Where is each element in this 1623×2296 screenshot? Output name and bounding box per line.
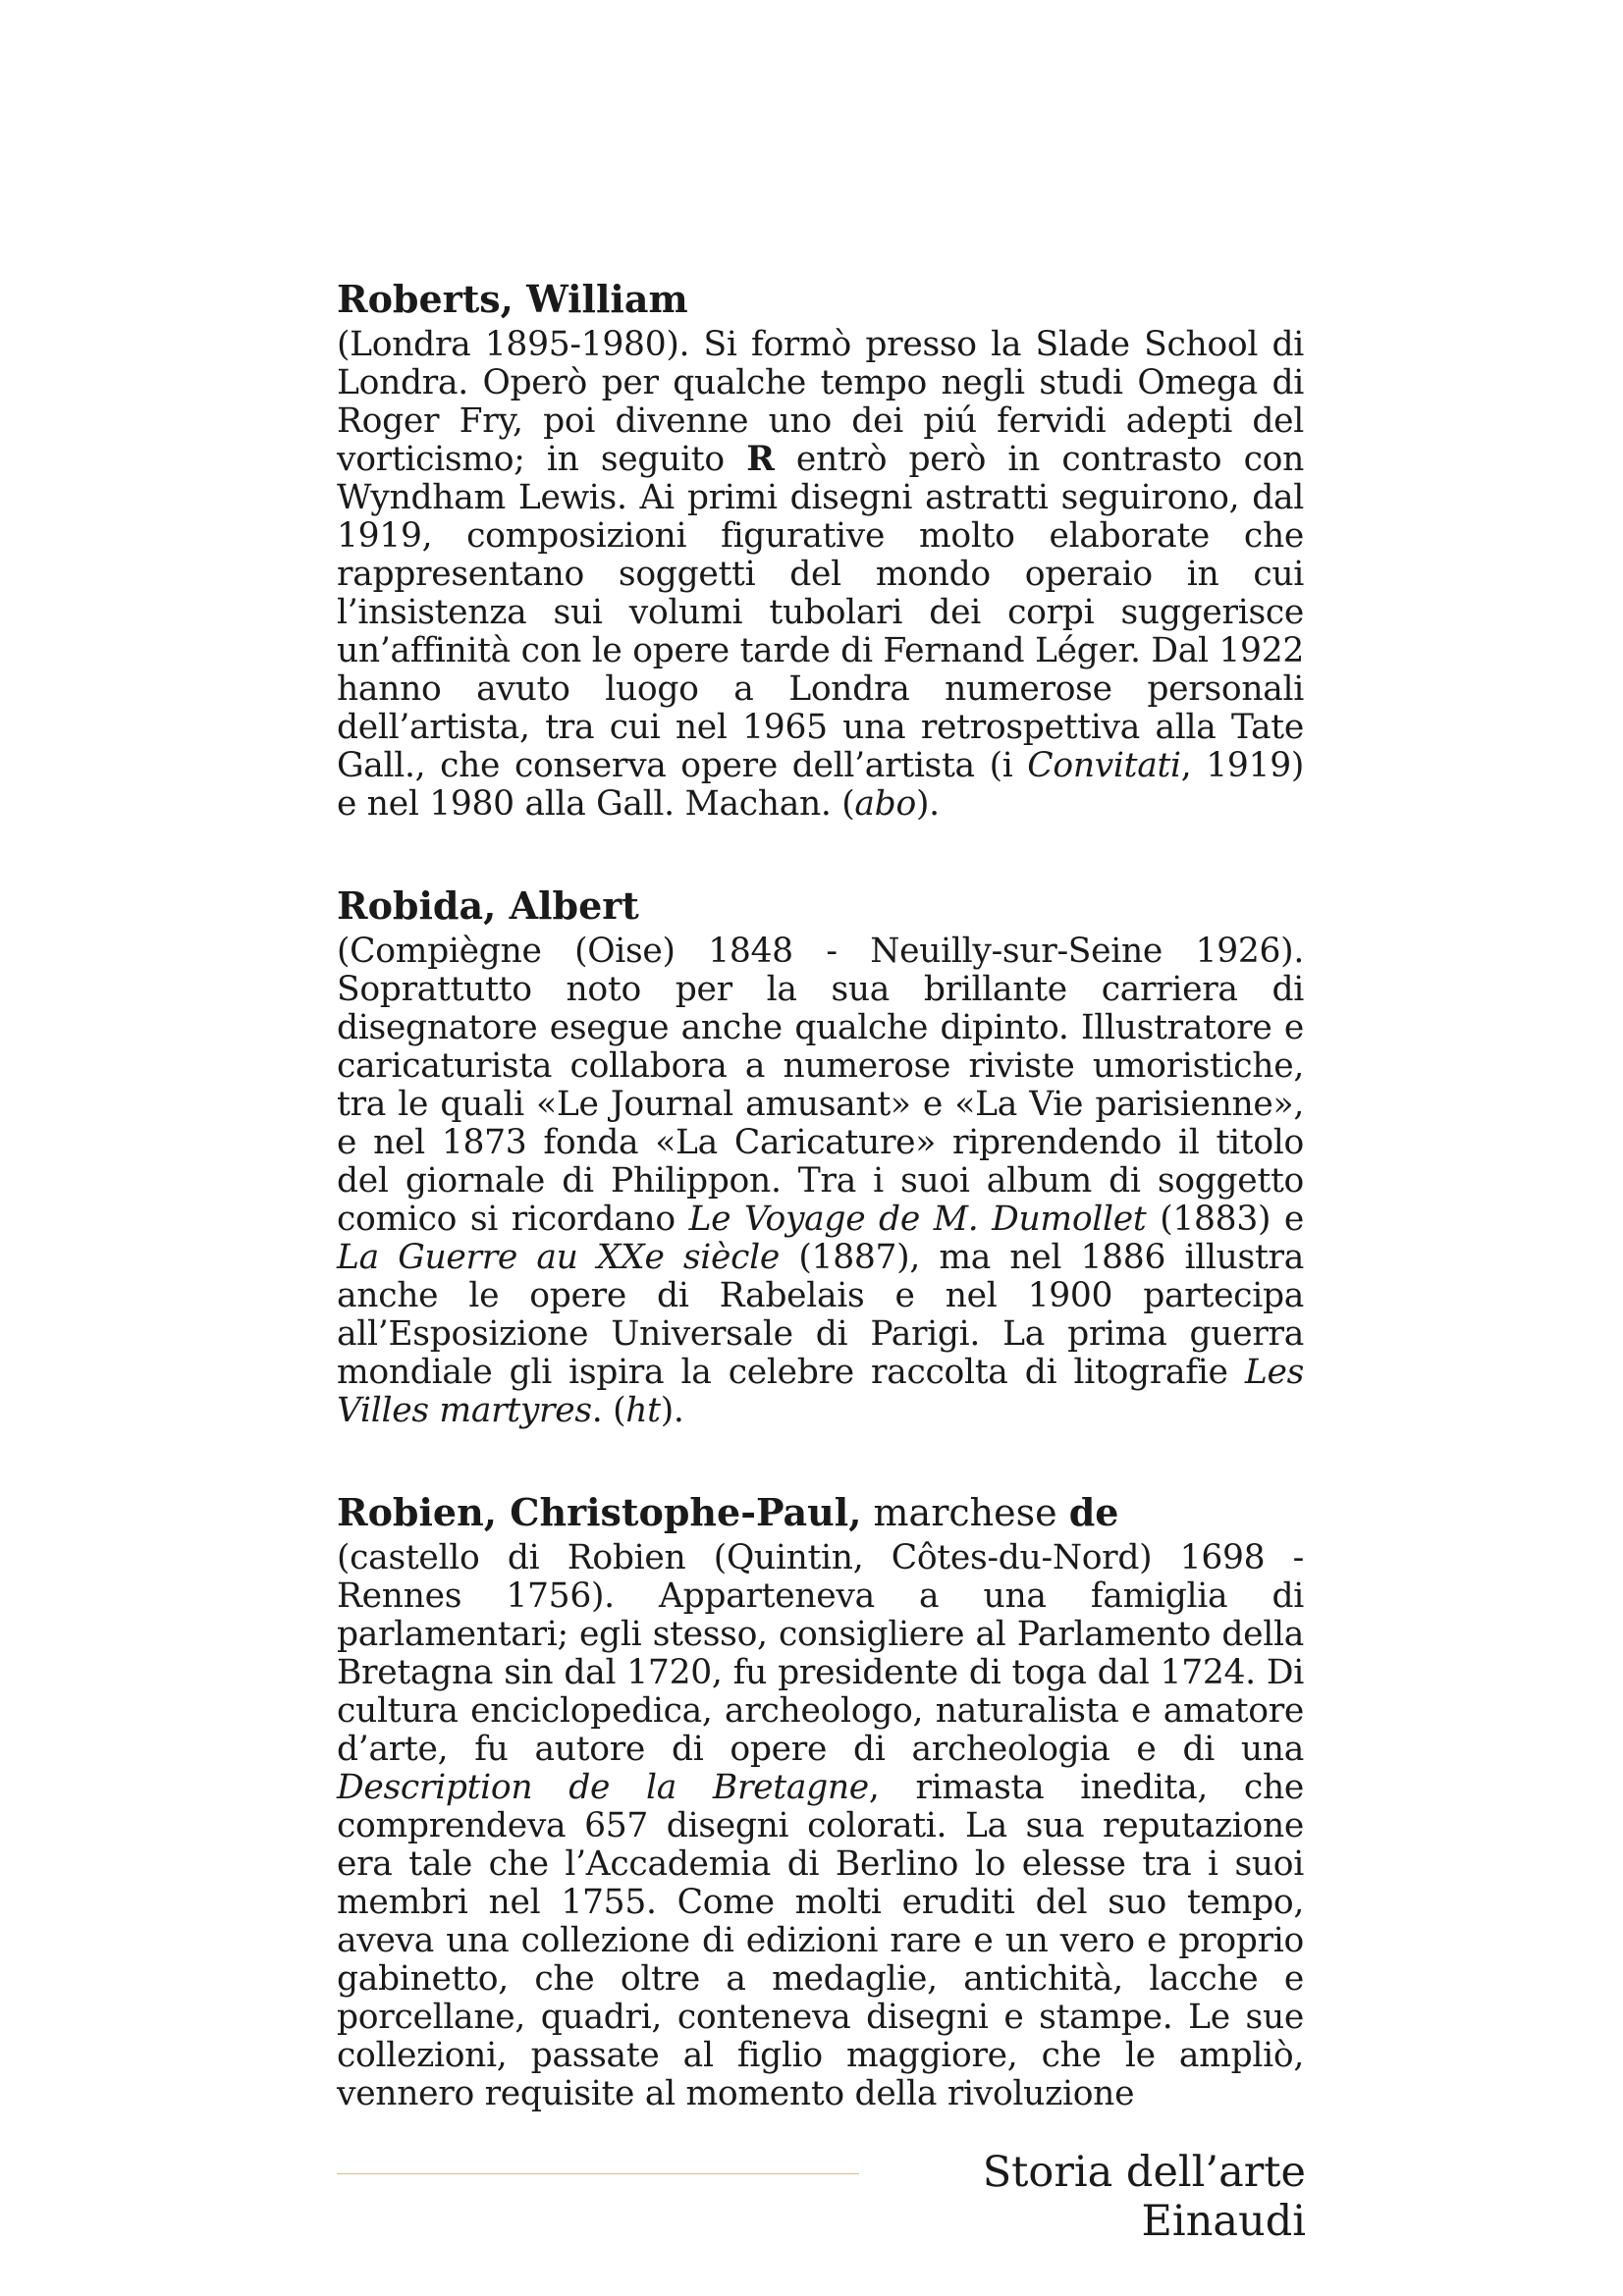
- bold-run: R: [746, 440, 775, 479]
- entry-body: [337, 1539, 1304, 2113]
- text-run: (Compiègne (Oise) 1848 - Neuilly-sur-Seine 1926). Soprattutto noto per la sua brillante carriera di disegnatore esegue anche qualche dipinto. Illustratore e caricaturista collabora a numerose riviste umoristiche, tra le quali «Le Journal amusant» e «La Vie parisienne», e nel 1873 fonda «La Caricature» riprendendo il titolo del giornale di Philippon. Tra i suoi album di soggetto comico si ricordano: [337, 932, 1304, 1239]
- text-run: (Londra 1895-1980). Si formò presso la Slade School di Londra. Operò per qualche tempo negli studi Omega di Roger Fry, poi divenne uno dei piú fervidi adepti del vorticismo; in seguito: [337, 325, 1304, 479]
- text-run: . (: [591, 1391, 626, 1430]
- entry-robien: [337, 1486, 1304, 2113]
- footer-publisher: Storia dell’arte Einaudi: [982, 2148, 1306, 2246]
- entry-body: [337, 326, 1304, 824]
- entry-name: Robien, Christophe-Paul,: [337, 1490, 862, 1534]
- italic-run: La Guerre au XXe siècle: [337, 1238, 781, 1277]
- text-run: ).: [660, 1391, 684, 1430]
- text-run: (castello di Robien (Quintin, Côtes-du-Nord) 1698 - Rennes 1756). Apparteneva a una famiglia di parlamentari; egli stesso, consigliere al Parlamento della Bretagna sin dal 1720, fu presidente di toga dal 1724. Di cultura enciclopedica, archeologo, naturalista e amatore d’arte, fu autore di opere di archeologia e di una: [337, 1538, 1304, 1769]
- italic-run: abo: [854, 784, 916, 824]
- entry-title-suffix: marchese: [861, 1491, 1069, 1534]
- italic-run: Description de la Bretagne: [337, 1768, 869, 1807]
- entry-name: Robida, Albert: [337, 883, 639, 928]
- entry-heading: [337, 1486, 1304, 1539]
- italic-run: ht: [625, 1391, 661, 1430]
- entry-name: Roberts, William: [337, 277, 688, 321]
- text-run: entrò però in contrasto con Wyndham Lewis. Ai primi disegni astratti seguirono, dal 1919, composizioni figurative molto elaborate che rappresentano soggetti del mondo operaio in cui l’insistenza sui volumi tubolari dei corpi suggerisce un’affinità con le opere tarde di Fernand Léger. Dal 1922 hanno avuto luogo a Londra numerose personali dell’artista, tra cui nel 1965 una retrospettiva alla Tate Gall., che conserva opere dell’artista (i: [337, 440, 1305, 785]
- dictionary-page: [337, 273, 1304, 2169]
- text-run: ).: [915, 784, 940, 824]
- text-run: , rimasta inedita, che comprendeva 657 disegni colorati. La sua reputazione era tale che l’Accademia di Berlino lo elesse tra i suoi membri nel 1755. Come molti eruditi del suo tempo, aveva una collezione di edizioni rare e un vero e proprio gabinetto, che oltre a medaglie, antichità, lacche e porcellane, quadri, conteneva disegni e stampe. Le sue collezioni, passate al figlio maggiore, che le ampliò, vennero requisite al momento della rivoluzione: [337, 1768, 1304, 2113]
- entry-roberts: [337, 273, 1304, 824]
- entry-heading: [337, 880, 1304, 933]
- text-run: , 1919) e nel 1980 alla Gall. Machan. (: [337, 746, 1304, 824]
- entry-title-particle: de: [1068, 1490, 1119, 1534]
- entry-heading: [337, 273, 1304, 326]
- italic-run: Convitati: [1027, 746, 1181, 785]
- italic-run: Le Voyage de M. Dumollet: [688, 1200, 1147, 1239]
- italic-run: Les Villes martyres: [337, 1353, 1304, 1430]
- footer-rule: [337, 2173, 859, 2174]
- text-run: (1887), ma nel 1886 illustra anche le opere di Rabelais e nel 1900 partecipa all’Esposizione Universale di Parigi. La prima guerra mondiale gli ispira la celebre raccolta di litografie: [337, 1238, 1304, 1392]
- entry-body: [337, 933, 1304, 1430]
- text-run: (1883) e: [1146, 1200, 1304, 1239]
- entry-robida: [337, 880, 1304, 1430]
